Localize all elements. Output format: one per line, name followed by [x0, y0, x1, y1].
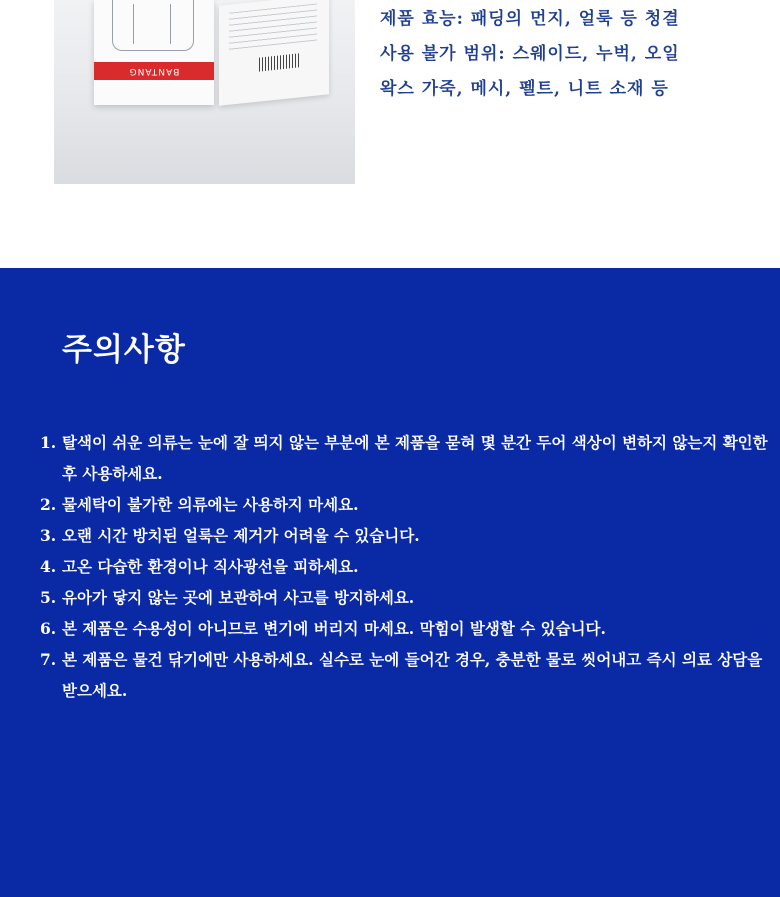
package-text-lines	[229, 3, 317, 52]
caution-text: 본 제품은 수용성이 아니므로 변기에 버리지 마세요. 막힘이 발생할 수 있습니다.	[62, 619, 606, 638]
caution-item-4	[40, 551, 770, 582]
package-brand-band: BANTANG	[94, 62, 214, 80]
caution-item-3	[40, 520, 770, 551]
caution-text: 물세탁이 불가한 의류에는 사용하지 마세요.	[62, 495, 359, 514]
spec-effect: 제품 효능: 패딩의 먼지, 얼룩 등 청결	[380, 9, 680, 29]
product-section	[0, 0, 780, 268]
package-front	[94, 0, 214, 105]
package-back	[219, 0, 329, 106]
caution-text: 고온 다습한 환경이나 직사광선을 피하세요.	[62, 557, 359, 576]
caution-text: 본 제품은 물건 닦기에만 사용하세요. 실수로 눈에 들어간 경우, 충분한 물로 씻어내고 즉시 의료 상담을 받으세요.	[62, 650, 763, 700]
product-photo	[54, 0, 355, 184]
caution-number: 7.	[40, 650, 57, 669]
caution-text: 탈색이 쉬운 의류는 눈에 잘 띄지 않는 부분에 본 제품을 묻혀 몇 분간 두어 색상이 변하지 않는지 확인한 후 사용하세요.	[62, 433, 768, 483]
caution-number: 1.	[40, 433, 57, 452]
caution-item-1	[40, 427, 770, 489]
jacket-icon	[112, 0, 194, 51]
caution-title: 주의사항	[62, 332, 186, 368]
caution-item-6	[40, 613, 770, 644]
caution-list	[40, 427, 770, 706]
caution-item-7	[40, 644, 770, 706]
product-spec	[380, 2, 780, 107]
caution-item-5	[40, 582, 770, 613]
caution-item-2	[40, 489, 770, 520]
caution-section	[0, 268, 780, 897]
barcode-icon	[259, 53, 301, 71]
caution-text: 오랜 시간 방치된 얼룩은 제거가 어려울 수 있습니다.	[62, 526, 420, 545]
caution-number: 3.	[40, 526, 57, 545]
caution-number: 6.	[40, 619, 57, 638]
caution-number: 2.	[40, 495, 57, 514]
caution-text: 유아가 닿지 않는 곳에 보관하여 사고를 방지하세요.	[62, 588, 415, 607]
caution-number: 5.	[40, 588, 57, 607]
caution-number: 4.	[40, 557, 57, 576]
spec-restriction: 사용 불가 범위: 스웨이드, 누벅, 오일	[380, 44, 680, 64]
spec-restriction-cont: 왁스 가죽, 메시, 펠트, 니트 소재 등	[380, 79, 669, 99]
